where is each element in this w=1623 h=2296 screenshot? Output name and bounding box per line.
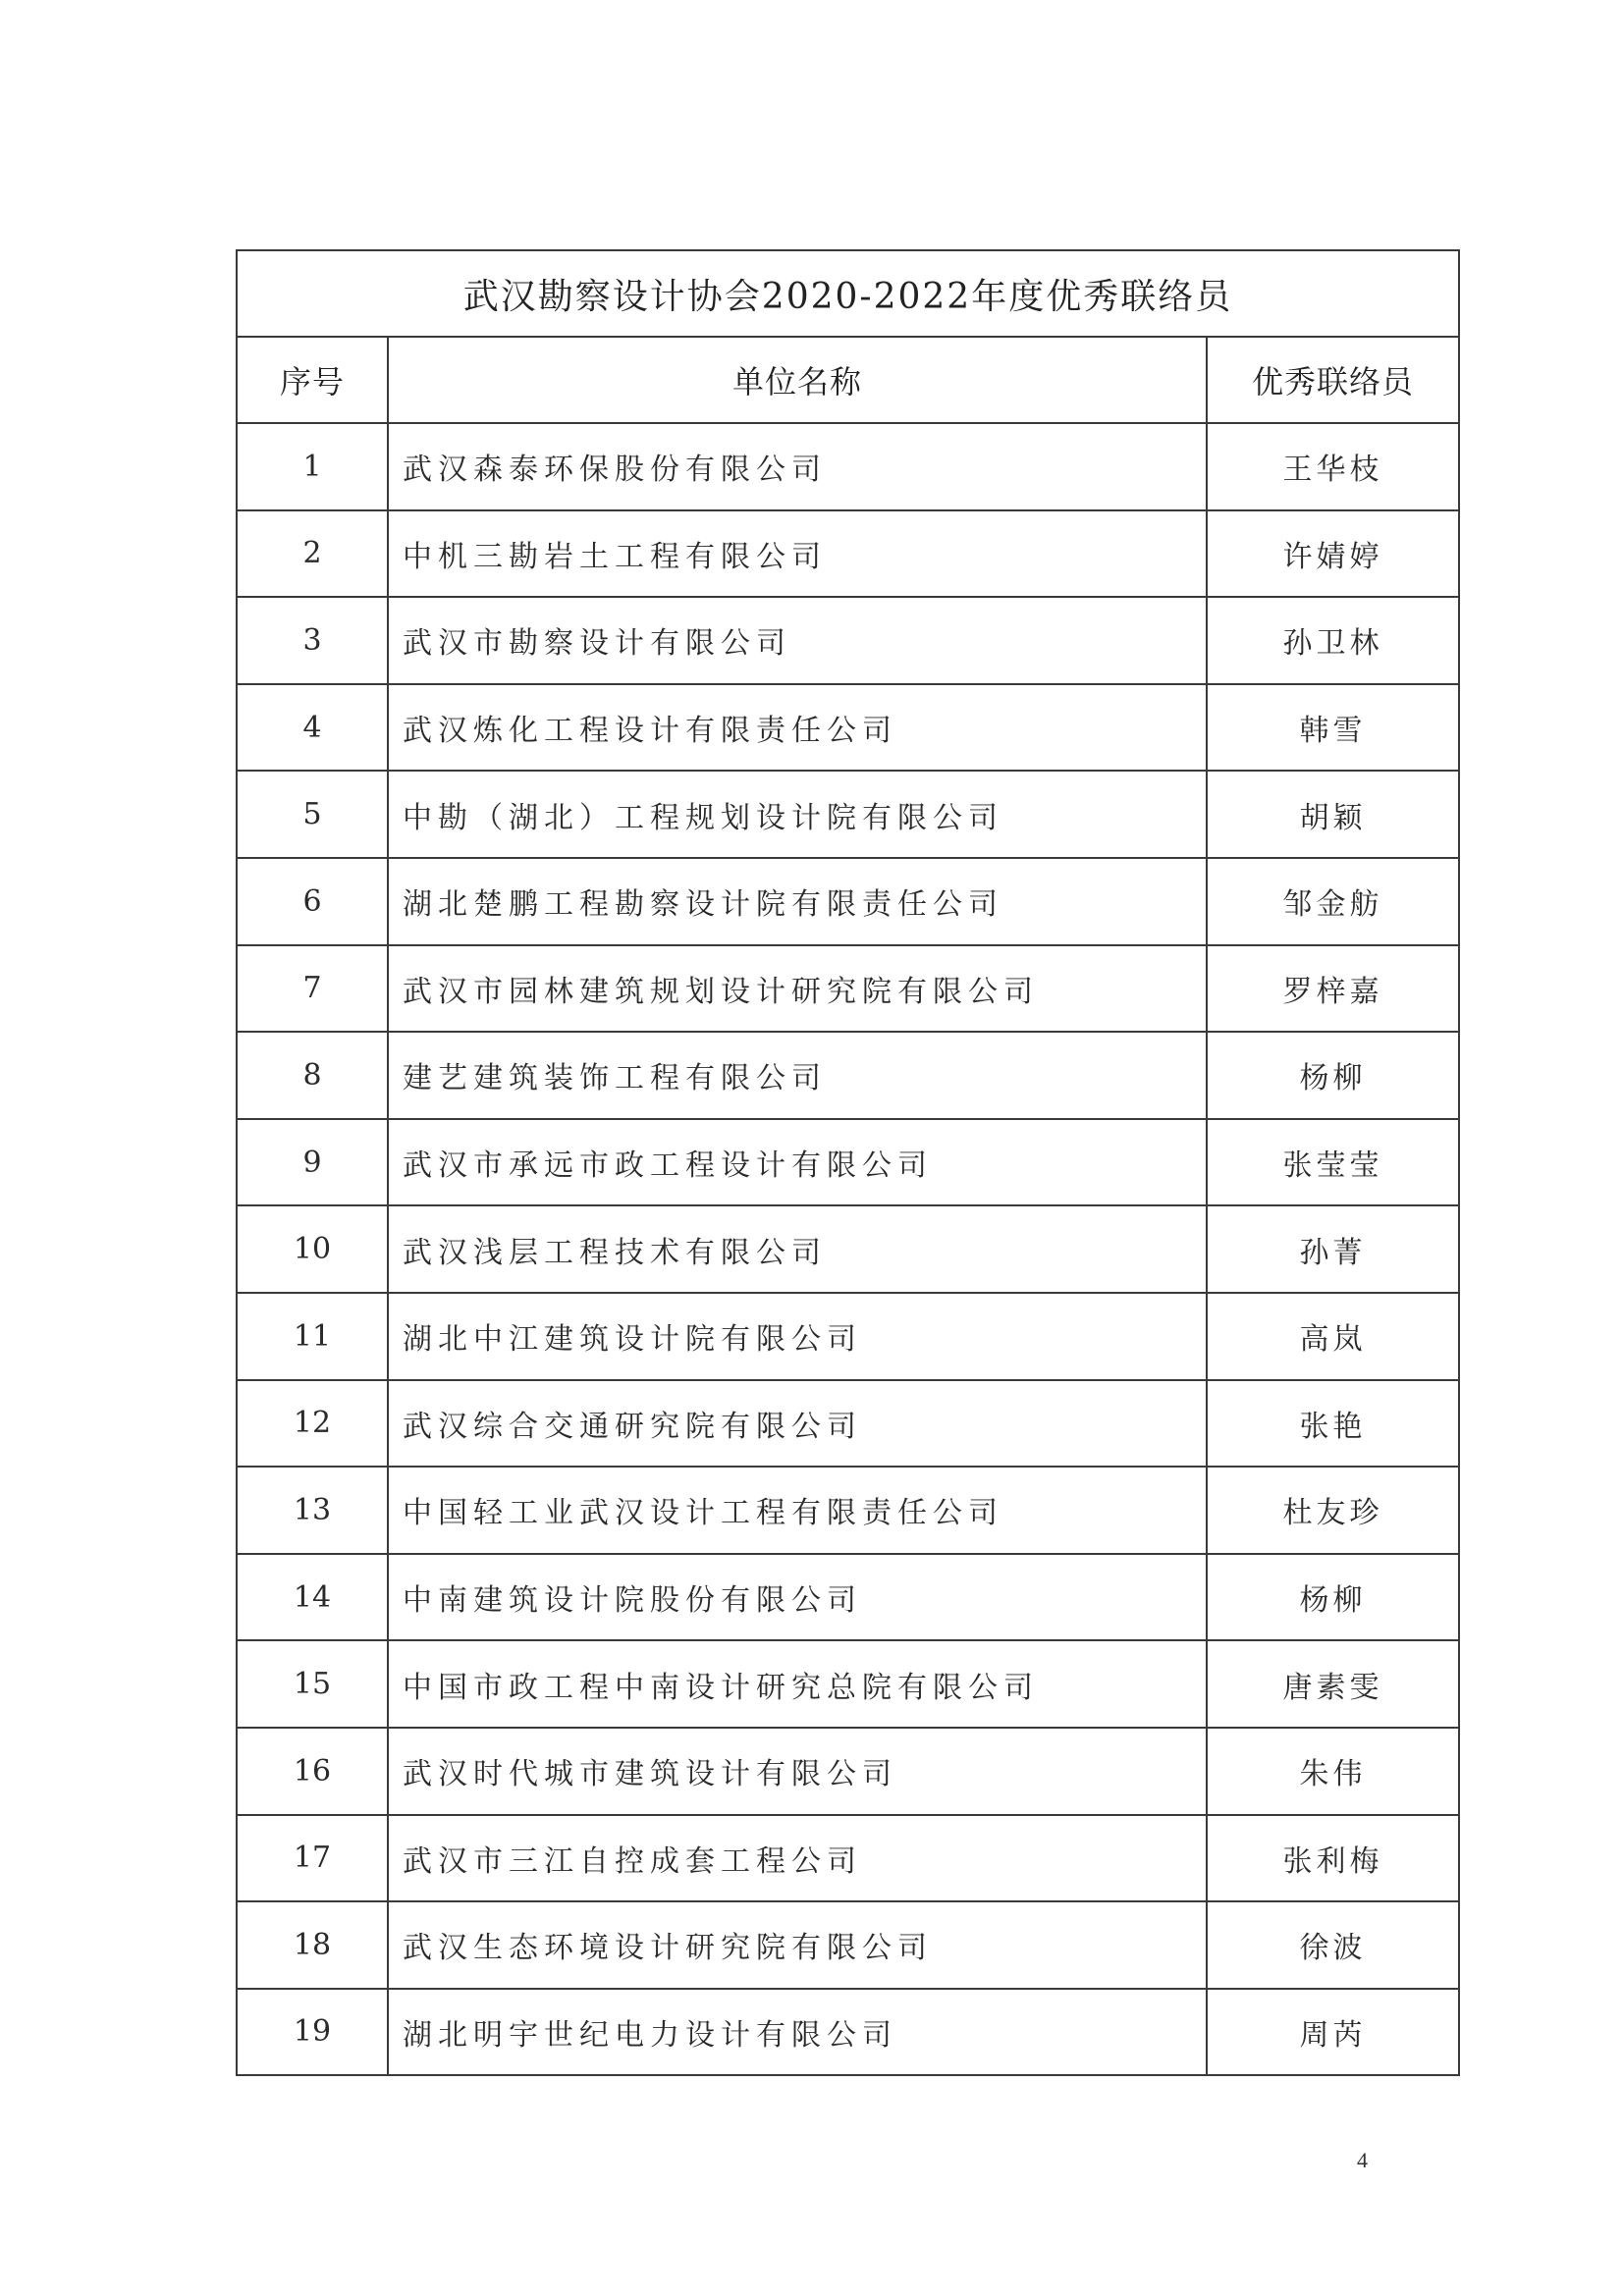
row-index: 10 xyxy=(237,1205,388,1293)
table-row xyxy=(237,1815,1459,1902)
row-index: 9 xyxy=(237,1119,388,1206)
liaison-table xyxy=(236,249,1460,2076)
row-index: 13 xyxy=(237,1467,388,1554)
table-row xyxy=(237,1728,1459,1815)
row-index: 12 xyxy=(237,1380,388,1468)
row-liaison: 王华枝 xyxy=(1207,423,1459,510)
row-index: 16 xyxy=(237,1728,388,1815)
row-liaison: 胡颖 xyxy=(1207,771,1459,858)
table-row xyxy=(237,597,1459,684)
table-row xyxy=(237,1989,1459,2076)
row-unit-name: 武汉浅层工程技术有限公司 xyxy=(388,1205,1207,1293)
table-row xyxy=(237,1293,1459,1380)
table-row xyxy=(237,945,1459,1033)
row-unit-name: 建艺建筑装饰工程有限公司 xyxy=(388,1032,1207,1119)
row-index: 5 xyxy=(237,771,388,858)
table-row xyxy=(237,1205,1459,1293)
row-liaison: 杜友珍 xyxy=(1207,1467,1459,1554)
table-row xyxy=(237,1380,1459,1468)
page-number: 4 xyxy=(1357,2148,1368,2172)
row-index: 14 xyxy=(237,1554,388,1641)
row-liaison: 张艳 xyxy=(1207,1380,1459,1468)
table-row xyxy=(237,1554,1459,1641)
row-index: 17 xyxy=(237,1815,388,1902)
table-row xyxy=(237,423,1459,510)
row-liaison: 唐素雯 xyxy=(1207,1640,1459,1728)
row-liaison: 张莹莹 xyxy=(1207,1119,1459,1206)
row-liaison: 杨柳 xyxy=(1207,1554,1459,1641)
table-row xyxy=(237,858,1459,945)
row-unit-name: 武汉生态环境设计研究院有限公司 xyxy=(388,1901,1207,1989)
row-unit-name: 中国市政工程中南设计研究总院有限公司 xyxy=(388,1640,1207,1728)
row-unit-name: 中勘（湖北）工程规划设计院有限公司 xyxy=(388,771,1207,858)
row-index: 4 xyxy=(237,684,388,772)
row-liaison: 张利梅 xyxy=(1207,1815,1459,1902)
header-index: 序号 xyxy=(237,337,388,423)
table-row xyxy=(237,1640,1459,1728)
row-unit-name: 武汉综合交通研究院有限公司 xyxy=(388,1380,1207,1468)
row-unit-name: 武汉市承远市政工程设计有限公司 xyxy=(388,1119,1207,1206)
row-liaison: 罗梓嘉 xyxy=(1207,945,1459,1033)
row-unit-name: 湖北楚鹏工程勘察设计院有限责任公司 xyxy=(388,858,1207,945)
row-liaison: 高岚 xyxy=(1207,1293,1459,1380)
row-unit-name: 武汉时代城市建筑设计有限公司 xyxy=(388,1728,1207,1815)
row-index: 15 xyxy=(237,1640,388,1728)
table-title: 武汉勘察设计协会2020-2022年度优秀联络员 xyxy=(237,250,1459,337)
row-unit-name: 武汉市三江自控成套工程公司 xyxy=(388,1815,1207,1902)
row-unit-name: 湖北明宇世纪电力设计有限公司 xyxy=(388,1989,1207,2076)
row-index: 6 xyxy=(237,858,388,945)
table-row xyxy=(237,771,1459,858)
row-liaison: 许婧婷 xyxy=(1207,510,1459,598)
row-unit-name: 武汉森泰环保股份有限公司 xyxy=(388,423,1207,510)
table-row xyxy=(237,1467,1459,1554)
row-unit-name: 中机三勘岩土工程有限公司 xyxy=(388,510,1207,598)
row-index: 1 xyxy=(237,423,388,510)
row-liaison: 朱伟 xyxy=(1207,1728,1459,1815)
row-liaison: 邹金舫 xyxy=(1207,858,1459,945)
row-index: 3 xyxy=(237,597,388,684)
row-index: 11 xyxy=(237,1293,388,1380)
table-title-row xyxy=(237,250,1459,337)
row-index: 19 xyxy=(237,1989,388,2076)
table-row xyxy=(237,684,1459,772)
table-row xyxy=(237,510,1459,598)
row-liaison: 周芮 xyxy=(1207,1989,1459,2076)
row-index: 18 xyxy=(237,1901,388,1989)
row-unit-name: 湖北中江建筑设计院有限公司 xyxy=(388,1293,1207,1380)
header-unit-name: 单位名称 xyxy=(388,337,1207,423)
table-row xyxy=(237,1901,1459,1989)
row-unit-name: 武汉市园林建筑规划设计研究院有限公司 xyxy=(388,945,1207,1033)
row-unit-name: 武汉市勘察设计有限公司 xyxy=(388,597,1207,684)
row-index: 2 xyxy=(237,510,388,598)
row-index: 8 xyxy=(237,1032,388,1119)
header-liaison: 优秀联络员 xyxy=(1207,337,1459,423)
row-unit-name: 武汉炼化工程设计有限责任公司 xyxy=(388,684,1207,772)
table-row xyxy=(237,1032,1459,1119)
row-unit-name: 中南建筑设计院股份有限公司 xyxy=(388,1554,1207,1641)
row-liaison: 杨柳 xyxy=(1207,1032,1459,1119)
row-liaison: 孙菁 xyxy=(1207,1205,1459,1293)
row-index: 7 xyxy=(237,945,388,1033)
row-unit-name: 中国轻工业武汉设计工程有限责任公司 xyxy=(388,1467,1207,1554)
row-liaison: 韩雪 xyxy=(1207,684,1459,772)
table-header-row xyxy=(237,337,1459,423)
table-row xyxy=(237,1119,1459,1206)
row-liaison: 孙卫林 xyxy=(1207,597,1459,684)
row-liaison: 徐波 xyxy=(1207,1901,1459,1989)
